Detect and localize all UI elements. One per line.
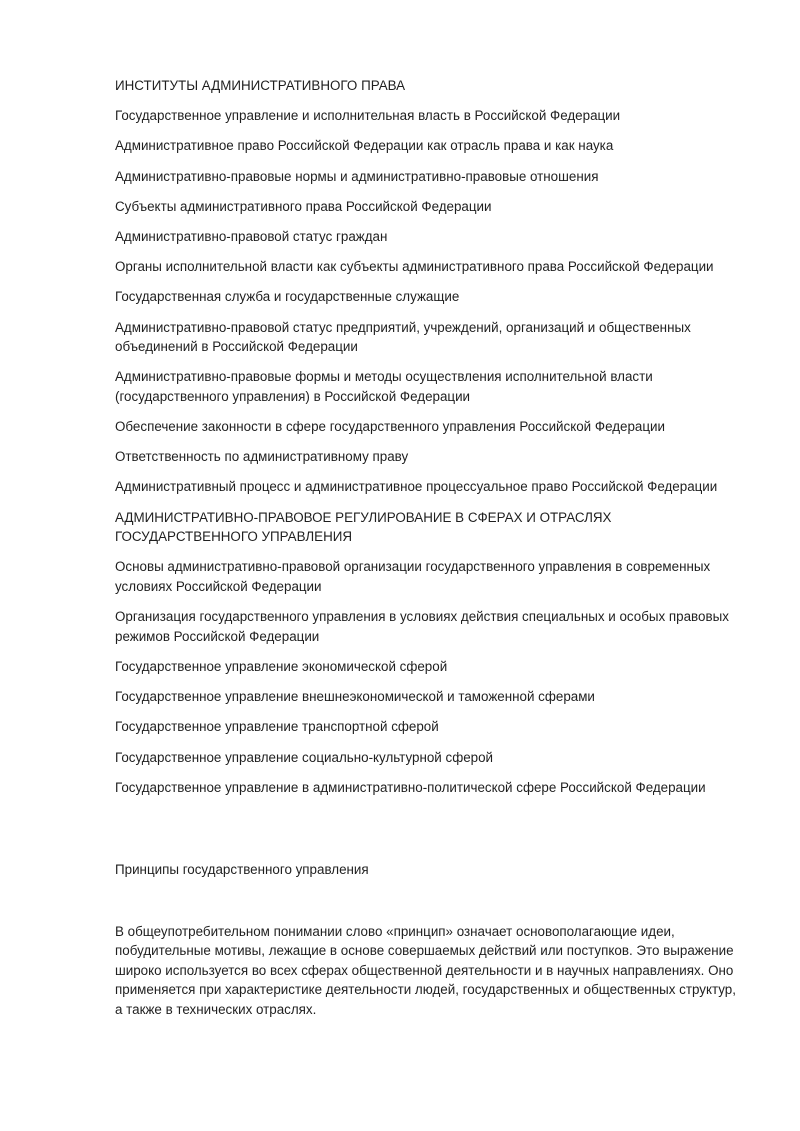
section-title-regulation: АДМИНИСТРАТИВНО-ПРАВОВОЕ РЕГУЛИРОВАНИЕ В СФЕРАХ И ОТРАСЛЯХ ГОСУДАРСТВЕННОГО УПРАВЛЕНИЯ bbox=[115, 509, 612, 545]
list-item: Органы исполнительной власти как субъекты административного права Российской Федерации bbox=[115, 259, 714, 275]
list-item: Административное право Российской Федерации как отрасль права и как наука bbox=[115, 138, 614, 154]
list-item: Государственное управление социально-культурной сферой bbox=[115, 749, 494, 765]
list-item: Субъекты административного права Российской Федерации bbox=[115, 198, 492, 214]
section-title-institutes: ИНСТИТУТЫ АДМИНИСТРАТИВНОГО ПРАВА bbox=[115, 78, 406, 93]
list-item: Основы административно-правовой организации государственного управления в современных условиях Российской Федерации bbox=[115, 559, 711, 594]
list-item: Административно-правовой статус предприятий, учреждений, организаций и общественных объединений в Российской Федерации bbox=[115, 319, 691, 355]
body-paragraph: В общеупотребительном понимании слово «принцип» означает основополагающие идеи, побудительные мотивы, лежащие в основе совершаемых действий или поступков. Это выражение широко используется во всех сферах общественной деятельности и в научных направлениях. Оно применяется при характеристике деятельности людей, государственных и общественных структур, а также в технических отраслях. bbox=[115, 923, 736, 1017]
list-item: Государственное управление в административно-политической сфере Российской Федерации bbox=[115, 779, 706, 795]
list-item: Административно-правовые формы и методы осуществления исполнительной власти (государственного управления) в Российской Федерации bbox=[115, 369, 653, 404]
list-item: Административный процесс и административное процессуальное право Российской Федерации bbox=[115, 479, 718, 495]
list-item: Государственное управление и исполнительная власть в Российской Федерации bbox=[115, 108, 621, 124]
subsection-title: Принципы государственного управления bbox=[115, 861, 369, 877]
spacer bbox=[115, 808, 740, 860]
list-item: Государственное управление экономической сферой bbox=[115, 658, 448, 674]
list-item: Государственное управление внешнеэкономической и таможенной сферами bbox=[115, 689, 595, 705]
list-item: Государственное управление транспортной сферой bbox=[115, 719, 439, 735]
document-page bbox=[115, 76, 740, 1019]
list-item: Административно-правовой статус граждан bbox=[115, 228, 388, 244]
list-item: Государственная служба и государственные служащие bbox=[115, 289, 460, 305]
list-item: Обеспечение законности в сфере государственного управления Российской Федерации bbox=[115, 419, 666, 435]
list-item: Административно-правовые нормы и административно-правовые отношения bbox=[115, 168, 599, 184]
list-item: Организация государственного управления в условиях действия специальных и особых правовых режимов Российской Федерации bbox=[115, 609, 729, 644]
spacer bbox=[115, 880, 740, 922]
list-item: Ответственность по административному праву bbox=[115, 449, 409, 465]
